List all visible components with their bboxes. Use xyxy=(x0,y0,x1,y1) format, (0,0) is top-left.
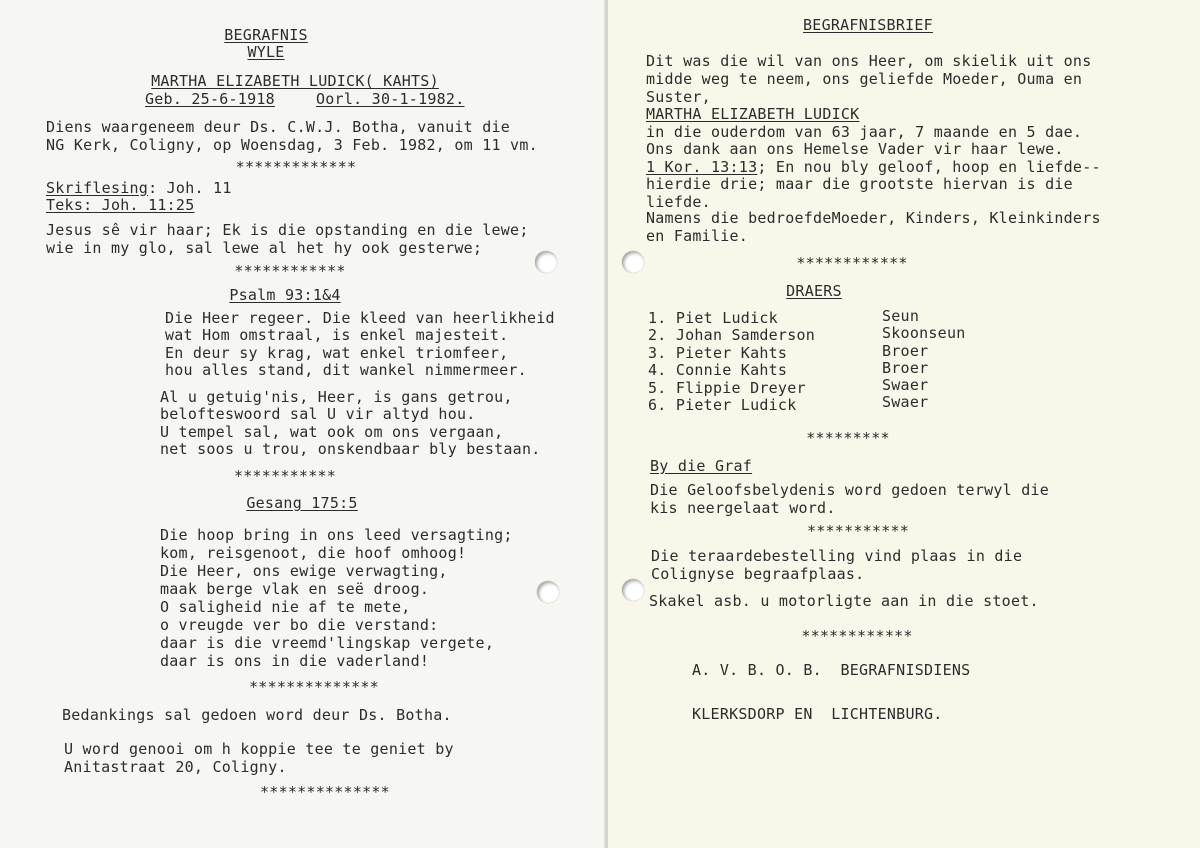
invite-line: Anitastraat 20, Coligny. xyxy=(64,758,287,776)
punch-hole xyxy=(622,251,644,273)
psalm-line: belofteswoord sal U vir altyd hou. xyxy=(160,405,476,423)
bearer-name: 1. Piet Ludick xyxy=(648,309,778,327)
punch-hole xyxy=(535,251,557,273)
bearer-relation: Skoonseun xyxy=(882,324,966,342)
hymn-line: daar is ons in die vaderland! xyxy=(160,652,430,670)
hymn-title: Gesang 175:5 xyxy=(246,494,358,512)
verse-text: ; En nou bly geloof, hoop en liefde-- xyxy=(757,158,1101,176)
bearer-name: 6. Pieter Ludick xyxy=(648,396,797,414)
separator-stars: ************ xyxy=(801,627,913,645)
service-line: NG Kerk, Coligny, op Woensdag, 3 Feb. 1982, om 11 vm. xyxy=(46,136,538,154)
psalm-title: Psalm 93:1&4 xyxy=(229,286,341,304)
psalm-line: hou alles stand, dit wankel nimmermeer. xyxy=(165,361,527,379)
reading-label: Skriflesing xyxy=(46,179,149,197)
hymn-line: Die Heer, ons ewige verwagting, xyxy=(160,562,448,580)
hymn-line: o vreugde ver bo die verstand: xyxy=(160,616,439,634)
letter-deceased-name: MARTHA ELIZABETH LUDICK xyxy=(646,105,860,123)
hymn-line: kom, reisgenoot, die hoof omhoog! xyxy=(160,544,467,562)
psalm-line: U tempel sal, wat ook om ons vergaan, xyxy=(160,423,504,441)
family-line: Namens die bedroefdeMoeder, Kinders, Kleinkinders xyxy=(646,209,1101,227)
verse-line: Jesus sê vir haar; Ek is die opstanding en die lewe; xyxy=(46,221,529,239)
psalm-line: net soos u trou, onskendbaar bly bestaan. xyxy=(160,440,541,458)
undertaker-name: A. V. B. O. B. BEGRAFNISDIENS xyxy=(692,661,971,679)
separator-stars: *********** xyxy=(233,467,337,485)
letter-line: Dit was die wil van ons Heer, om skielik uit ons xyxy=(646,52,1092,70)
left-title: BEGRAFNIS xyxy=(224,26,308,44)
grave-line: Die Geloofsbelydenis word gedoen terwyl die xyxy=(650,481,1050,499)
lights-line: Skakel asb. u motorligte aan in die stoet. xyxy=(649,592,1039,610)
bearer-name: 5. Flippie Dreyer xyxy=(648,379,806,397)
hymn-line: maak berge vlak en seë droog. xyxy=(160,580,430,598)
birth-date: Geb. 25-6-1918 xyxy=(145,90,275,108)
hymn-line: Die hoop bring in ons leed versagting; xyxy=(160,526,513,544)
text-line xyxy=(46,197,195,214)
verse-line: hierdie drie; maar die grootste hiervan is die xyxy=(646,175,1073,193)
verse-line: wie in my glo, sal lewe al het hy ook gesterwe; xyxy=(46,239,483,257)
bearer-relation: Swaer xyxy=(882,393,929,411)
family-line: en Familie. xyxy=(646,227,749,245)
psalm-line: wat Hom omstraal, is enkel majesteit. xyxy=(165,326,509,344)
separator-stars: ************ xyxy=(234,262,346,280)
hymn-line: daar is die vreemd'lingskap vergete, xyxy=(160,634,495,652)
verse-line xyxy=(646,159,1101,176)
burial-line: Colignyse begraafplaas. xyxy=(651,565,865,583)
separator-stars: ************** xyxy=(249,678,379,696)
age-line: Ons dank aan ons Hemelse Vader vir haar lewe. xyxy=(646,140,1064,158)
reading-value: : Joh. 11 xyxy=(148,179,232,197)
burial-line: Die teraardebestelling vind plaas in die xyxy=(651,547,1023,565)
bearer-relation: Swaer xyxy=(882,376,929,394)
bearer-name: 3. Pieter Kahts xyxy=(648,344,788,362)
bearers-title: DRAERS xyxy=(786,282,842,300)
death-date: Oorl. 30-1-1982. xyxy=(316,90,465,108)
bearer-name: 2. Johan Samderson xyxy=(648,326,816,344)
invite-line: U word genooi om h koppie tee te geniet by xyxy=(64,740,454,758)
age-line: in die ouderdom van 63 jaar, 7 maande en 5 dae. xyxy=(646,123,1083,141)
hymn-line: O saligheid nie af te mete, xyxy=(160,598,411,616)
separator-stars: ************** xyxy=(260,783,390,801)
deceased-name: MARTHA ELIZABETH LUDICK( KAHTS) xyxy=(151,72,439,90)
bearer-relation: Broer xyxy=(882,342,929,360)
bearer-relation: Broer xyxy=(882,359,929,377)
separator-stars: ************ xyxy=(796,254,908,272)
right-title: BEGRAFNISBRIEF xyxy=(803,16,933,34)
reading-line xyxy=(46,180,232,197)
left-subtitle: WYLE xyxy=(247,43,285,61)
text-value: : Joh. 11:25 xyxy=(83,196,195,214)
thanks-line: Bedankings sal gedoen word deur Ds. Botha. xyxy=(62,706,452,724)
verse-line: liefde. xyxy=(646,193,711,211)
punch-hole xyxy=(537,581,559,603)
separator-stars: *********** xyxy=(806,522,910,540)
bearer-name: 4. Connie Kahts xyxy=(648,361,788,379)
service-line: Diens waargeneem deur Ds. C.W.J. Botha, vanuit die xyxy=(46,118,511,136)
letter-line: midde weg te neem, ons geliefde Moeder, Ouma en xyxy=(646,70,1083,88)
undertaker-towns: KLERKSDORP EN LICHTENBURG. xyxy=(692,705,943,723)
grave-title: By die Graf xyxy=(650,457,753,475)
psalm-line: Die Heer regeer. Die kleed van heerlikheid xyxy=(165,309,555,327)
separator-stars: ************* xyxy=(235,158,357,176)
grave-line: kis neergelaat word. xyxy=(650,499,836,517)
text-label: Teks xyxy=(46,196,84,214)
letter-line: Suster, xyxy=(646,88,711,106)
verse-reference: 1 Kor. 13:13 xyxy=(646,158,758,176)
psalm-line: En deur sy krag, wat enkel triomfeer, xyxy=(165,344,509,362)
bearer-relation: Seun xyxy=(882,307,920,325)
psalm-line: Al u getuig'nis, Heer, is gans getrou, xyxy=(160,388,513,406)
separator-stars: ********* xyxy=(806,429,890,447)
punch-hole xyxy=(622,579,644,601)
